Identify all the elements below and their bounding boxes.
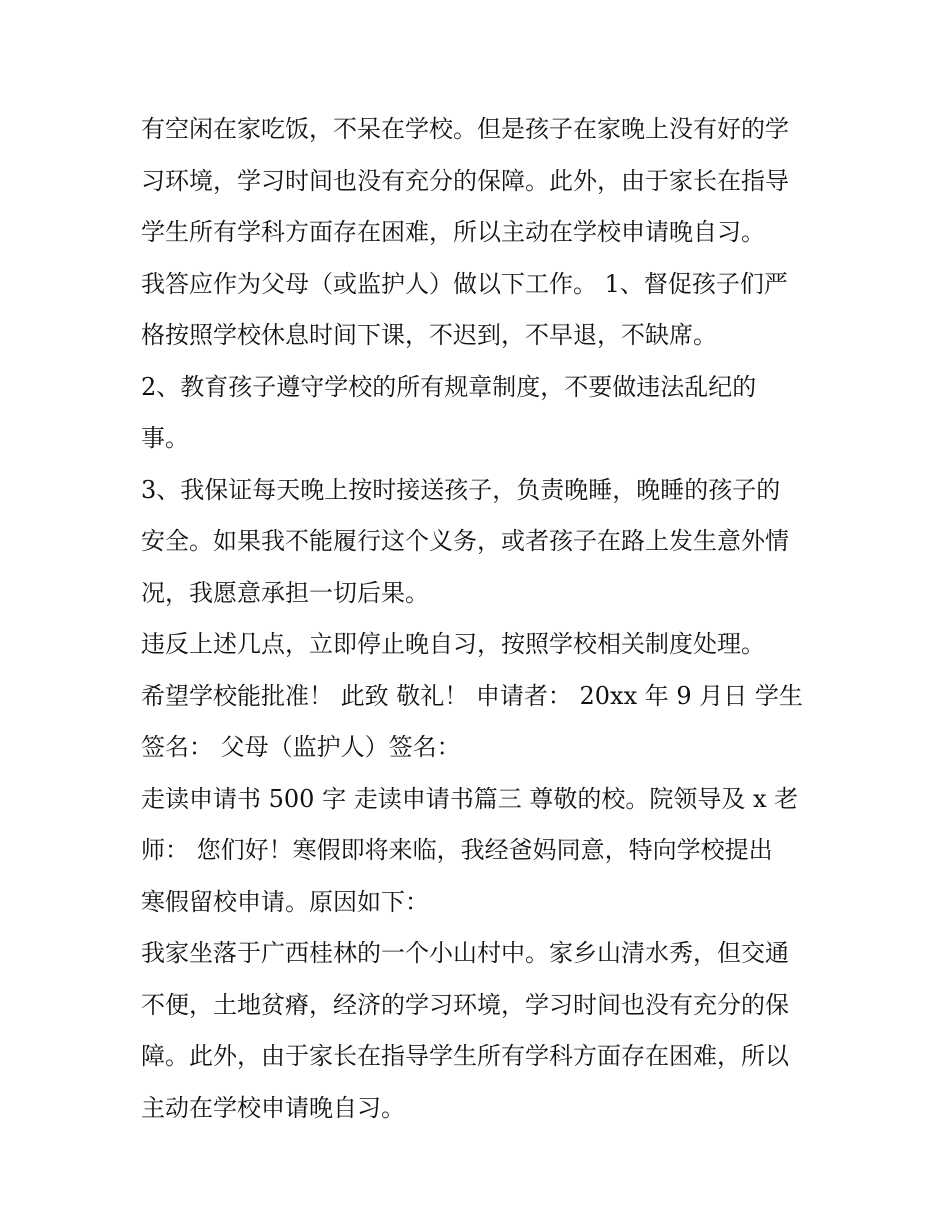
text-line: 3、我保证每天晚上按时接送孩子，负责晚睡，晚睡的孩子的 [141, 475, 781, 504]
text-line: 安全。如果我不能履行这个义务，或者孩子在路上发生意外情 [141, 527, 789, 555]
document-body [141, 104, 821, 1134]
text-line: 希望学校能批准！ 此致 敬礼！ 申请者： 20xx 年 9 月日 学生 [141, 681, 803, 710]
text-line: 不便，土地贫瘠，经济的学习环境，学习时间也没有充分的保 [141, 990, 789, 1019]
text-line: 我家坐落于广西桂林的一个小山村中。家乡山清水秀，但交通 [141, 939, 789, 967]
text-line: 签名： 父母（监护人）签名： [141, 733, 461, 761]
text-line: 违反上述几点，立即停止晚自习，按照学校相关制度处理。 [141, 630, 765, 658]
text-line: 主动在学校申请晚自习。 [141, 1093, 405, 1122]
text-line: 我答应作为父母（或监护人）做以下工作。 1、督促孩子们严 [141, 269, 788, 298]
text-line: 走读申请书 500 字 走读申请书篇三 尊敬的校。院领导及 x 老 [141, 784, 799, 813]
text-line: 2、教育孩子遵守学校的所有规章制度，不要做违法乱纪的 [141, 372, 757, 401]
text-line: 有空闲在家吃饭，不呆在学校。但是孩子在家晚上没有好的学 [141, 115, 789, 143]
text-line: 习环境，学习时间也没有充分的保障。此外，由于家长在指导 [141, 166, 789, 195]
text-line: 障。此外，由于家长在指导学生所有学科方面存在困难，所以 [141, 1042, 789, 1070]
text-line: 况，我愿意承担一切后果。 [141, 578, 429, 607]
text-line: 寒假留校申请。原因如下： [141, 887, 429, 916]
text-line: 师： 您们好！寒假即将来临，我经爸妈同意，特向学校提出 [141, 836, 773, 864]
text-line: 事。 [141, 424, 189, 452]
text-line: 格按照学校休息时间下课，不迟到，不早退，不缺席。 [141, 321, 717, 349]
text-line: 学生所有学科方面存在困难，所以主动在学校申请晚自习。 [141, 218, 765, 246]
